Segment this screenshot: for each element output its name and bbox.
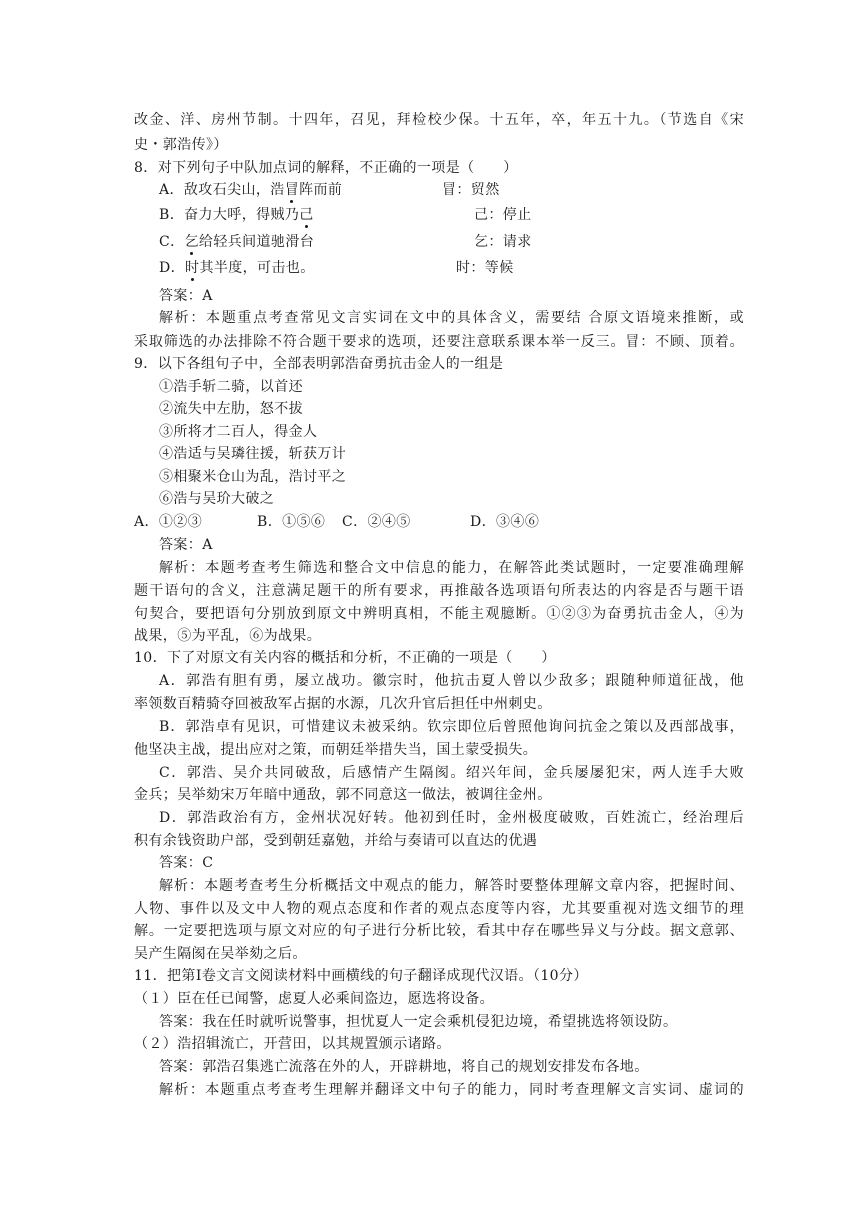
q10-analysis-line: 解。一定要把选项与原文对应的句子进行分析比较，看其中存在哪些异义与分歧。据文意郭、: [134, 923, 744, 939]
q8-answer: 答案：A: [159, 288, 213, 304]
q9-item: ⑤相聚米仓山为乱，浩讨平之: [159, 469, 347, 485]
q10-option-d-cont: 积有余钱资助户部，受到朝廷嘉勉，并给与奏请可以直达的优遇: [134, 833, 538, 849]
q10-option-d: D．郭浩政治有方，金州状况好转。他初到任时，金州极度破败，百姓流亡，经治理后: [159, 810, 744, 826]
option-text: 给轻兵间道驰滑台: [198, 234, 315, 250]
text-line: 改金、洋、房州节制。十四年，召见，拜检校少保。十五年，卒，年五十九。（节选自《宋: [134, 112, 744, 128]
q8-option-a: [159, 182, 342, 198]
text-line: 史・郭浩传》）: [134, 137, 228, 153]
option-text: 阵而前: [299, 182, 343, 198]
q9-item: ①浩手斩二骑，以首还: [159, 379, 303, 395]
q10-analysis-line: 吴产生隔阂在吴举劾之后。: [134, 946, 307, 962]
q10-option-c-cont: 金兵；吴举劾宋万年暗中通敌，郭不同意这一做法，被调往金州。: [134, 787, 552, 803]
q9-item: ⑥浩与吴玠大破之: [159, 491, 275, 507]
q11-sentence-2: （２）浩招辑流亡，开营田，以其规置颁示诸路。: [134, 1036, 451, 1052]
q9-analysis-line: 解析：本题考查考生筛选和整合文中信息的能力，在解答此类试题时，一定要准确理解: [159, 560, 744, 576]
q10-option-a-cont: 率领数百精骑夺回被敌军占据的水源，几次升官后担任中州刺史。: [134, 696, 552, 712]
option-text: C．: [159, 234, 185, 250]
q9-choice-b: B．①⑤⑥: [257, 514, 326, 530]
q9-choice-d: D．③④⑥: [470, 514, 540, 530]
q9-item: ④浩适与吴璘往援，斩获万计: [159, 446, 347, 462]
question-11-stem: 11．把第Ⅰ卷文言文阅读材料中画横线的句子翻译成现代汉语。（10分）: [134, 968, 588, 984]
q9-analysis-line: 战果，⑤为平乱，⑥为战果。: [134, 628, 322, 644]
q10-answer: 答案：C: [159, 855, 214, 871]
q10-analysis-line: 解析：本题考查考生分析概括文中观点的能力，解答时要整体理解文章内容，把握时间、: [159, 878, 744, 894]
q10-option-a: A．郭浩有胆有勇，屡立战功。徽宗时，他抗击夏人曾以少敌多；跟随种师道征战，他: [159, 673, 744, 689]
q8-gloss-d: 时：等候: [456, 260, 514, 276]
option-text: A．敌攻石尖山，浩: [159, 182, 285, 198]
question-9-stem: 9．以下各组句子中，全部表明郭浩奋勇抗击金人的一组是: [134, 356, 504, 372]
q9-choice-c: C．②④⑤: [342, 514, 411, 530]
q11-answer-2: 答案：郭浩召集逃亡流落在外的人，开辟耕地，将自己的规划安排发布各地。: [159, 1059, 649, 1075]
dotted-word: 冒: [284, 182, 300, 198]
q8-analysis-line: 采取筛选的办法排除不符合题干要求的选项，还要注意联系课本举一反三。冒：不顾、顶着。: [134, 334, 744, 350]
option-text: 其半度，可击也。: [199, 260, 315, 276]
q10-option-c: C．郭浩、吴介共同破敌，后感情产生隔阂。绍兴年间，金兵屡屡犯宋，两人连手大败: [159, 765, 744, 781]
q11-sentence-1: （１）臣在任已闻警，虑夏人必乘间盗边，愿选将设备。: [134, 991, 494, 1007]
q8-gloss-a: 冒：贸然: [442, 182, 500, 198]
q8-option-c: [159, 234, 314, 250]
q8-gloss-b: 己：停止: [474, 207, 532, 223]
q10-option-b: B．郭浩卓有见识，可惜建议未被采纳。钦宗即位后曾照他询问抗金之策以及西部战事，: [159, 719, 744, 735]
q11-analysis-line: 解析：本题重点考查考生理解并翻译文中句子的能力，同时考查理解文言实词、虚词的: [159, 1082, 744, 1098]
q9-analysis-line: 句契合，要把语句分别放到原文中辨明真相，不能主观臆断。①②③为奋勇抗击金人，④为: [134, 606, 744, 622]
dotted-word: 己: [299, 207, 314, 223]
q9-answer: 答案：A: [159, 537, 213, 553]
option-text: D．: [159, 260, 186, 276]
q9-analysis-line: 题干语句的含义，注意满足题干的所有要求，再推敲各选项语句所表达的内容是否与题干语: [134, 583, 744, 599]
dotted-word: 时: [185, 260, 200, 276]
q8-option-b: [159, 207, 314, 223]
dotted-word: 乞: [184, 234, 199, 250]
question-8-stem: 8．对下列句子中队加点词的解释，不正确的一项是（ ）: [134, 160, 518, 176]
question-10-stem: 10．下了对原文有关内容的概括和分析，不正确的一项是（ ）: [134, 650, 556, 666]
q11-answer-1: 答案：我在任时就听说警事，担忧夏人一定会乘机侵犯边境，希望挑选将领设防。: [159, 1014, 678, 1030]
q9-choice-a: A．①②③: [134, 514, 203, 530]
q10-option-b-cont: 他坚决主战，提出应对之策，而朝廷举措失当，国土蒙受损失。: [134, 742, 538, 758]
option-text: B．奋力大呼，得贼乃: [159, 207, 300, 223]
q10-analysis-line: 人物、事件以及文中人物的观点态度和作者的观点态度等内容，尤其要重视对选文细节的理: [134, 901, 744, 917]
q9-item: ③所将才二百人，得金人: [159, 424, 318, 440]
q8-option-d: [159, 260, 315, 276]
q8-gloss-c: 乞：请求: [474, 234, 532, 250]
q8-analysis-line: 解析：本题重点考查常见文言实词在文中的具体含义，需要结 合原文语境来推断，或: [159, 310, 744, 326]
q9-item: ②流失中左肋，怒不拔: [159, 401, 303, 417]
